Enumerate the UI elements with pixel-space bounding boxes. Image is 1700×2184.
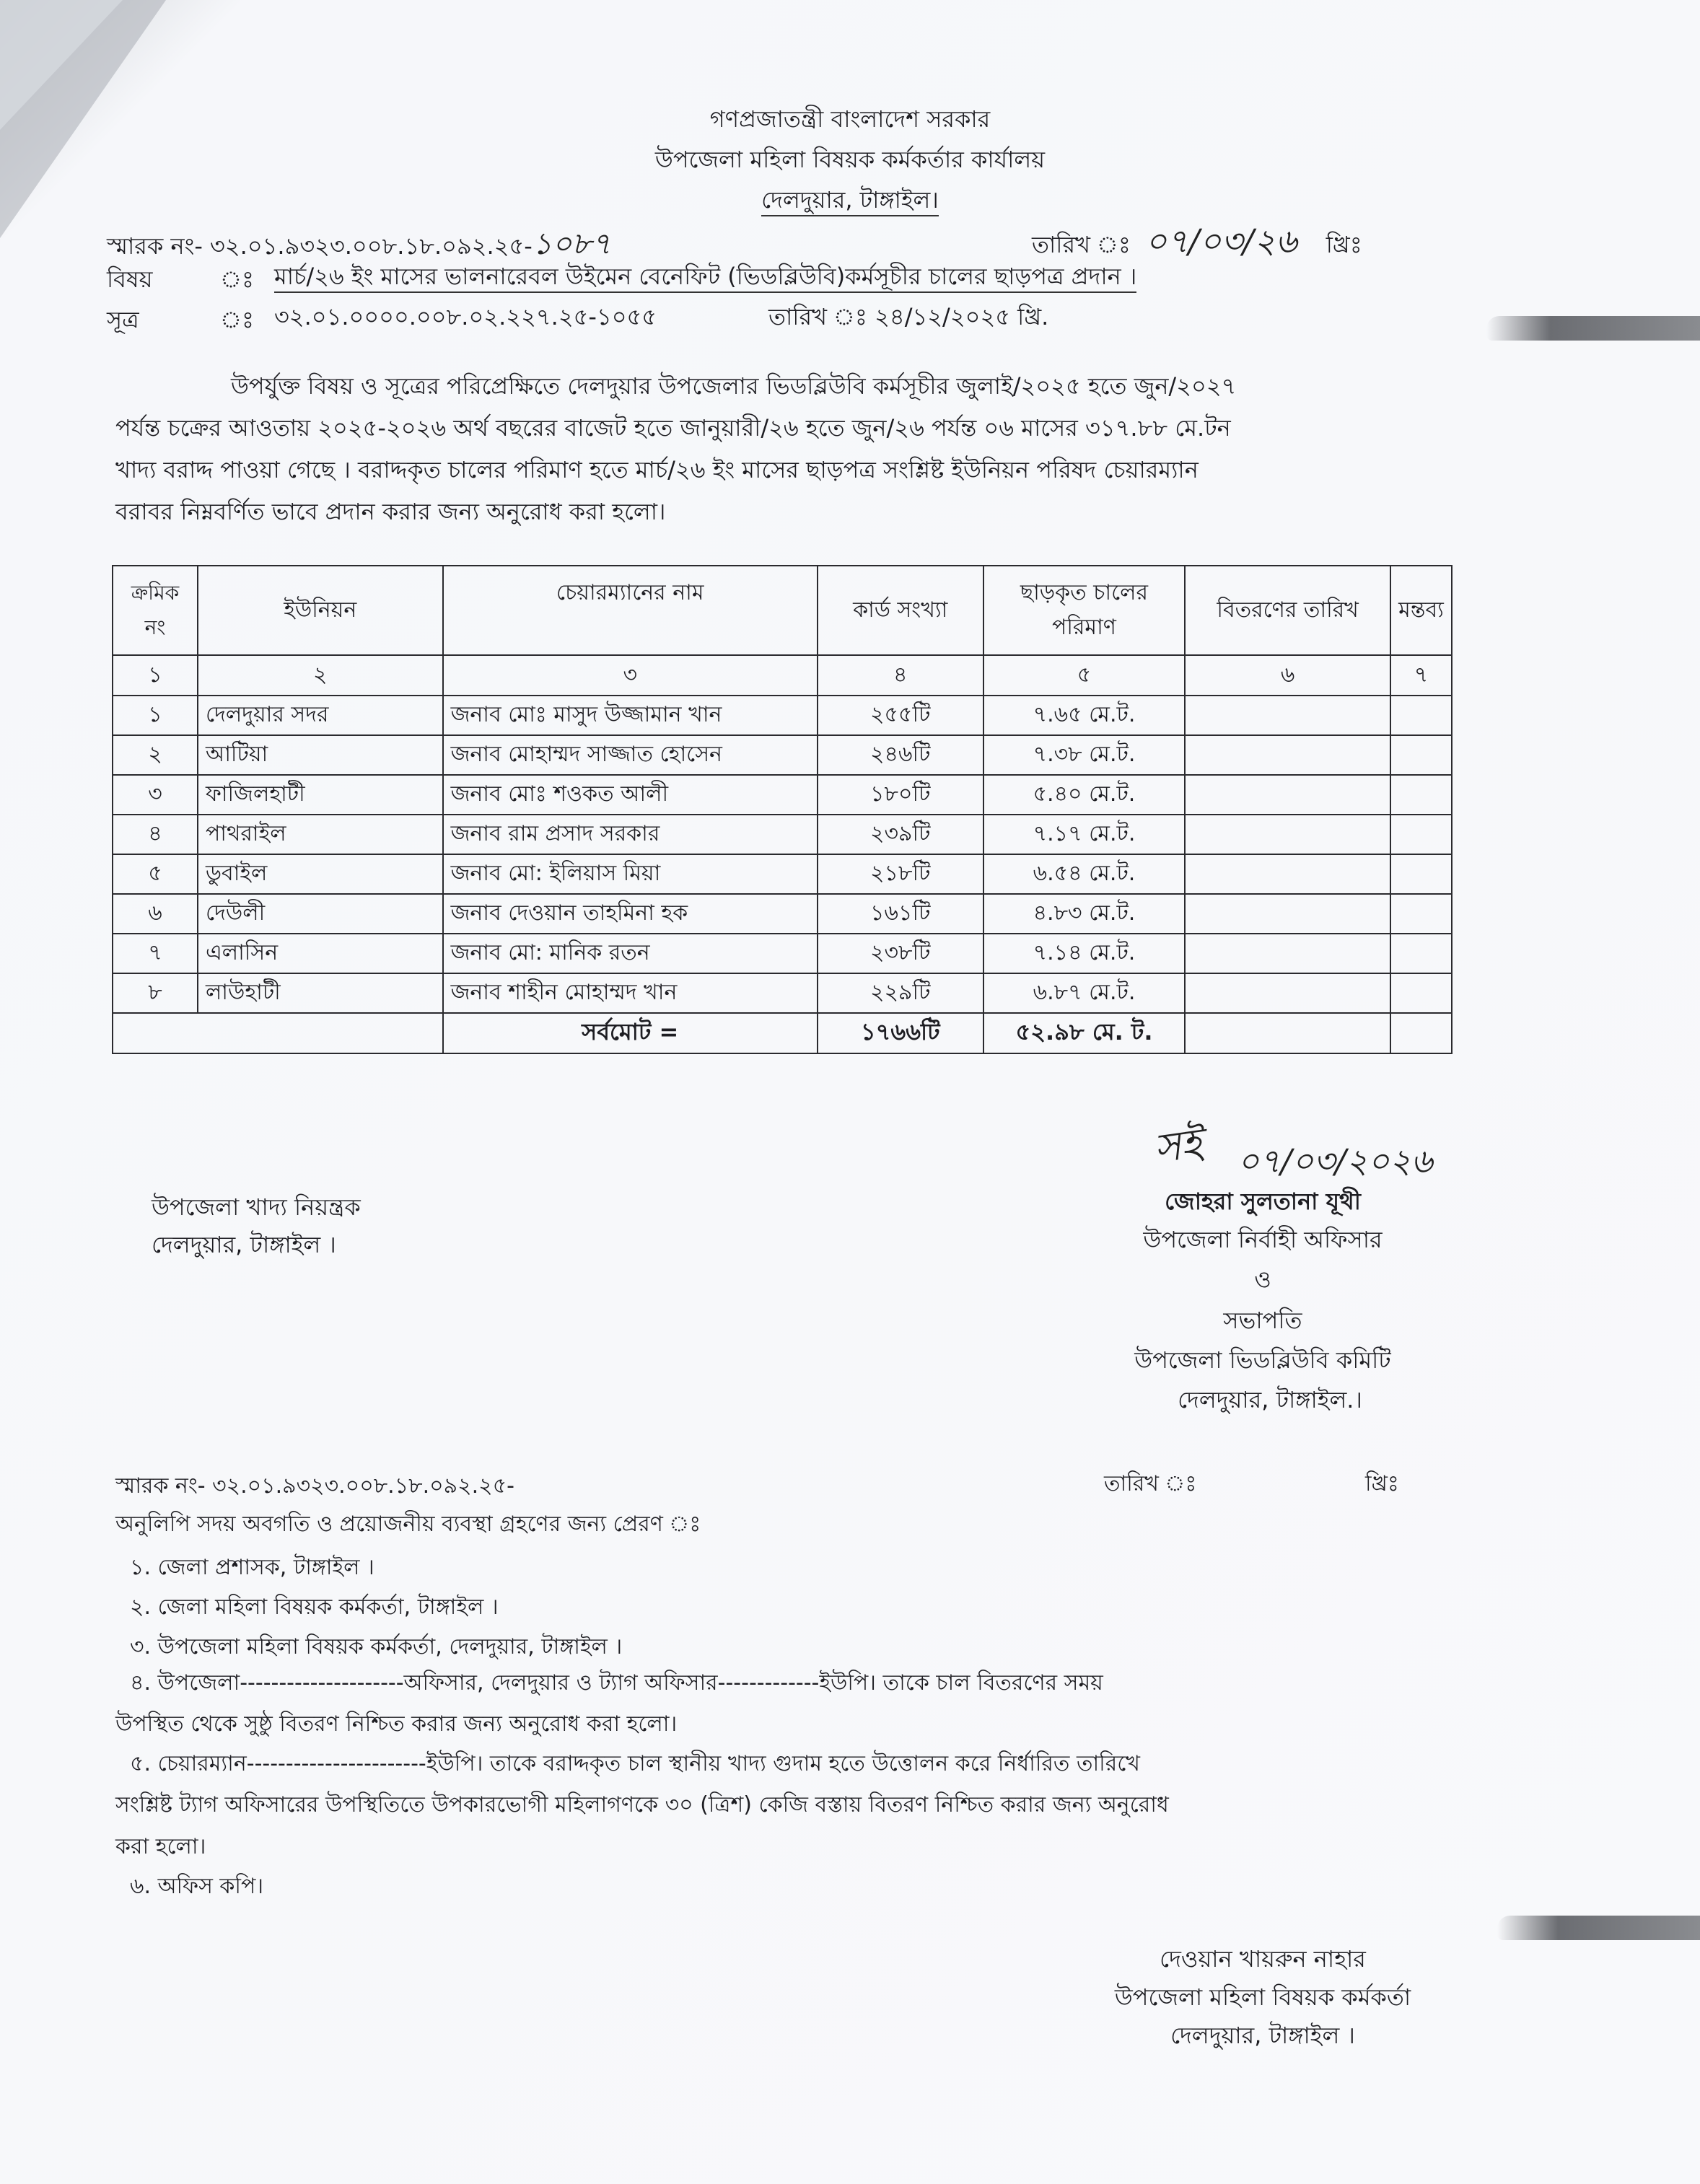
table-row <box>113 815 1452 854</box>
cell-union: লাউহাটী <box>198 973 443 1013</box>
cell-remarks <box>1390 1013 1452 1053</box>
cell-union: এলাসিন <box>198 934 443 973</box>
cell-cards: ২৫৫টি <box>818 696 983 735</box>
cell-serial: ৪ <box>113 815 198 854</box>
cell-cards: ২১৮টি <box>818 854 983 894</box>
col-number: ৩ <box>443 655 818 696</box>
header-cards: কার্ড সংখ্যা <box>818 566 983 655</box>
copy-item-5-end: করা হলো। <box>115 1834 206 1859</box>
subject-text: মার্চ/২৬ ইং মাসের ভালনারেবল উইমেন বেনেফিট (ভিডব্লিউবি)কর্মসূচীর চালের ছাড়পত্র প্রদান । <box>274 263 1136 293</box>
signatory-title-committee: উপজেলা ভিডব্লিউবি কমিটি <box>1134 1346 1391 1374</box>
cell-amount: ৭.৩৮ মে.ট. <box>983 735 1186 775</box>
cell-date <box>1185 973 1390 1013</box>
scan-smudge-top <box>1486 316 1700 341</box>
cell-serial: ৮ <box>113 973 198 1013</box>
copy-item-6: ৬. অফিস কপি। <box>130 1874 264 1899</box>
memo-ref-number: ৩২.০১.৯৩২৩.০০৮.১৮.০৯২.২৫- <box>210 232 533 260</box>
cell-serial: ৩ <box>113 775 198 815</box>
cell-serial: ৫ <box>113 854 198 894</box>
memo-ref-handwritten: ১০৮৭ <box>532 226 611 261</box>
table-column-number-row <box>113 655 1452 696</box>
cell-chairman: জনাব মোঃ মাসুদ উজ্জামান খান <box>443 696 818 735</box>
header-serial: ক্রমিক নং <box>113 566 198 655</box>
table-row <box>113 973 1452 1013</box>
signatory-title-uno: উপজেলা নির্বাহী অফিসার <box>1143 1226 1383 1253</box>
table-row <box>113 696 1452 735</box>
cell-chairman: জনাব মো: মানিক রতন <box>443 934 818 973</box>
signature-date: ০৭/০৩/২০২৬ <box>1237 1141 1433 1180</box>
cell-cards: ১৬১টি <box>818 894 983 934</box>
col-number: ৭ <box>1390 655 1452 696</box>
scan-smudge-bottom <box>1497 1916 1700 1940</box>
cell-union: দেলদুয়ার সদর <box>198 696 443 735</box>
cell-amount: ৭.৬৫ মে.ট. <box>983 696 1186 735</box>
total-label: সর্বমোট = <box>443 1013 818 1053</box>
table-row <box>113 934 1452 973</box>
table-total-row <box>113 1013 1452 1053</box>
header-government: গণপ্রজাতন্ত্রী বাংলাদেশ সরকার <box>709 105 991 133</box>
food-controller-title: উপজেলা খাদ্য নিয়ন্ত্রক <box>152 1193 361 1221</box>
col-number: ৬ <box>1185 655 1390 696</box>
source-number: ৩২.০১.০০০০.০০৮.০২.২২৭.২৫-১০৫৫ <box>274 303 657 330</box>
food-controller-place: দেলদুয়ার, টাঙ্গাইল । <box>152 1231 336 1258</box>
cell-union: পাথরাইল <box>198 815 443 854</box>
cell-cards: ২৪৬টি <box>818 735 983 775</box>
source-date <box>768 299 1048 338</box>
copy-ref-line <box>115 1468 514 1505</box>
col-number: ৫ <box>983 655 1186 696</box>
cell-date <box>1185 735 1390 775</box>
cell-remarks <box>1390 815 1452 854</box>
table-header-row <box>113 566 1452 655</box>
cell-amount: ৬.৮৭ মে.ট. <box>983 973 1186 1013</box>
cell-serial: ২ <box>113 735 198 775</box>
cell-union: ফাজিলহাটী <box>198 775 443 815</box>
copy-date-suffix: খ্রিঃ <box>1365 1471 1399 1496</box>
allocation-table <box>112 565 1453 1054</box>
memo-date-suffix: খ্রিঃ <box>1326 231 1362 258</box>
cell-remarks <box>1390 854 1452 894</box>
copy-item-5: ৫. চেয়ারম্যান-----------------------ইউপি। তাকে বরাদ্দকৃত চাল স্থানীয় খাদ্য গুদাম হতে উত্তোলন করে নির্ধারিত তারিখে <box>130 1751 1141 1776</box>
col-number: ২ <box>198 655 443 696</box>
cell-chairman: জনাব দেওয়ান তাহমিনা হক <box>443 894 818 934</box>
cell-amount: ৬.৫৪ মে.ট. <box>983 854 1186 894</box>
cell-union: ডুবাইল <box>198 854 443 894</box>
subject-colon: ঃ <box>220 266 255 293</box>
cell-date <box>1185 775 1390 815</box>
table-row <box>113 854 1452 894</box>
cell-chairman: জনাব মো: ইলিয়াস মিয়া <box>443 854 818 894</box>
subject-label: বিষয় <box>107 266 153 293</box>
cell-chairman: জনাব শাহীন মোহাম্মদ খান <box>443 973 818 1013</box>
total-amount: ৫২.৯৮ মে. ট. <box>983 1013 1186 1053</box>
cell-cards: ২২৯টি <box>818 973 983 1013</box>
copy-item-3: ৩. উপজেলা মহিলা বিষয়ক কর্মকর্তা, দেলদুয়ার, টাঙ্গাইল । <box>130 1634 623 1659</box>
cell-union: দেউলী <box>198 894 443 934</box>
cell-chairman: জনাব রাম প্রসাদ সরকার <box>443 815 818 854</box>
body-line-3: খাদ্য বরাদ্দ পাওয়া গেছে । বরাদ্দকৃত চালের পরিমাণ হতে মার্চ/২৬ ইং মাসের ছাড়পত্র সংশ্লিষ্ট ইউনিয়ন পরিষদ চেয়ারম্যান <box>115 456 1199 483</box>
cell-remarks <box>1390 775 1452 815</box>
cell-chairman: জনাব মোঃ শওকত আলী <box>443 775 818 815</box>
cell-date <box>1185 854 1390 894</box>
cell-remarks <box>1390 735 1452 775</box>
total-empty <box>113 1013 443 1053</box>
memo-date-handwritten: ০৭/০৩/২৬ <box>1145 222 1297 260</box>
copy-item-4: ৪. উপজেলা---------------------অফিসার, দেলদুয়ার ও ট্যাগ অফিসার-------------ইউপি। তাকে চাল বিতরণের সময় <box>130 1670 1103 1696</box>
cell-remarks <box>1390 894 1452 934</box>
cell-amount: ৭.১৭ মে.ট. <box>983 815 1186 854</box>
body-line-1: উপর্যুক্ত বিষয় ও সূত্রের পরিপ্রেক্ষিতে দেলদুয়ার উপজেলার ভিডব্লিউবি কর্মসূচীর জুলাই/২০২৫ হতে জুন/২০২৭ <box>231 372 1237 400</box>
header-amount: ছাড়কৃত চালের পরিমাণ <box>983 566 1186 655</box>
cell-date <box>1185 934 1390 973</box>
source-colon: ঃ <box>220 306 255 333</box>
source-date-label: তারিখ ঃ <box>768 303 867 330</box>
cell-serial: ৭ <box>113 934 198 973</box>
header-location: দেলদুয়ার, টাঙ্গাইল। <box>761 186 939 216</box>
header-office: উপজেলা মহিলা বিষয়ক কর্মকর্তার কার্যালয় <box>654 146 1046 173</box>
copy-intro: অনুলিপি সদয় অবগতি ও প্রয়োজনীয় ব্যবস্থা গ্রহণের জন্য প্রেরণ ঃ <box>115 1512 701 1537</box>
signatory-name: জোহরা সুলতানা যূথী <box>1165 1188 1361 1215</box>
header-chairman: চেয়ারম্যানের নাম <box>443 566 818 655</box>
table-row <box>113 735 1452 775</box>
cell-date <box>1185 1013 1390 1053</box>
copy-item-4-cont: উপস্থিত থেকে সুষ্ঠু বিতরণ নিশ্চিত করার জন্য অনুরোধ করা হলো। <box>115 1711 678 1737</box>
cell-remarks <box>1390 973 1452 1013</box>
cell-chairman: জনাব মোহাম্মদ সাজ্জাত হোসেন <box>443 735 818 775</box>
copy-date-label: তারিখ ঃ <box>1104 1471 1197 1496</box>
copy-ref-number: ৩২.০১.৯৩২৩.০০৮.১৮.০৯২.২৫- <box>212 1473 514 1499</box>
signatory-and: ও <box>1254 1266 1271 1293</box>
cell-remarks <box>1390 696 1452 735</box>
table-row <box>113 775 1452 815</box>
body-line-2: পর্যন্ত চক্রের আওতায় ২০২৫-২০২৬ অর্থ বছরের বাজেট হতে জানুয়ারী/২৬ হতে জুন/২৬ পর্যন্ত ০৬ মাসের ৩১৭.৮৮ মে.টন <box>115 414 1231 442</box>
cell-amount: ৪.৮৩ মে.ট. <box>983 894 1186 934</box>
cell-serial: ৬ <box>113 894 198 934</box>
cell-amount: ৭.১৪ মে.ট. <box>983 934 1186 973</box>
cell-cards: ২৩৯টি <box>818 815 983 854</box>
memo-date-label: তারিখ ঃ <box>1032 231 1131 258</box>
signatory-title-president: সভাপতি <box>1223 1307 1302 1334</box>
copy-item-2: ২. জেলা মহিলা বিষয়ক কর্মকর্তা, টাঙ্গাইল । <box>130 1595 499 1620</box>
copy-item-1: ১. জেলা প্রশাসক, টাঙ্গাইল । <box>130 1555 374 1580</box>
cell-date <box>1185 815 1390 854</box>
copy-item-5-cont: সংশ্লিষ্ট ট্যাগ অফিসারের উপস্থিতিতে উপকারভোগী মহিলাগণকে ৩০ (ত্রিশ) কেজি বস্তায় বিতরণ নিশ্চিত করার জন্য অনুরোধ <box>115 1792 1169 1817</box>
cell-date <box>1185 894 1390 934</box>
signatory-place: দেলদুয়ার, টাঙ্গাইল.। <box>1178 1386 1362 1413</box>
header-distribution-date: বিতরণের তারিখ <box>1185 566 1390 655</box>
women-officer-title: উপজেলা মহিলা বিষয়ক কর্মকর্তা <box>1114 1983 1411 2011</box>
cell-remarks <box>1390 934 1452 973</box>
table-row <box>113 894 1452 934</box>
cell-cards: ১৮০টি <box>818 775 983 815</box>
cell-amount: ৫.৪০ মে.ট. <box>983 775 1186 815</box>
cell-serial: ১ <box>113 696 198 735</box>
signature-mark: সই <box>1151 1119 1205 1173</box>
cell-union: আটিয়া <box>198 735 443 775</box>
header-remarks: মন্তব্য <box>1390 566 1452 655</box>
total-cards: ১৭৬৬টি <box>818 1013 983 1053</box>
source-label: সূত্র <box>107 306 139 333</box>
memo-ref-label: স্মারক নং- <box>107 232 203 260</box>
women-officer-place: দেলদুয়ার, টাঙ্গাইল । <box>1170 2022 1355 2049</box>
cell-date <box>1185 696 1390 735</box>
header-union: ইউনিয়ন <box>198 566 443 655</box>
source-date-value: ২৪/১২/২০২৫ খ্রি. <box>875 303 1049 330</box>
col-number: ৪ <box>818 655 983 696</box>
women-officer-name: দেওয়ান খায়রুন নাহার <box>1160 1945 1366 1973</box>
copy-ref-label: স্মারক নং- <box>115 1473 206 1499</box>
col-number: ১ <box>113 655 198 696</box>
body-line-4: বরাবর নিম্নবর্ণিত ভাবে প্রদান করার জন্য অনুরোধ করা হলো। <box>115 498 666 525</box>
cell-cards: ২৩৮টি <box>818 934 983 973</box>
